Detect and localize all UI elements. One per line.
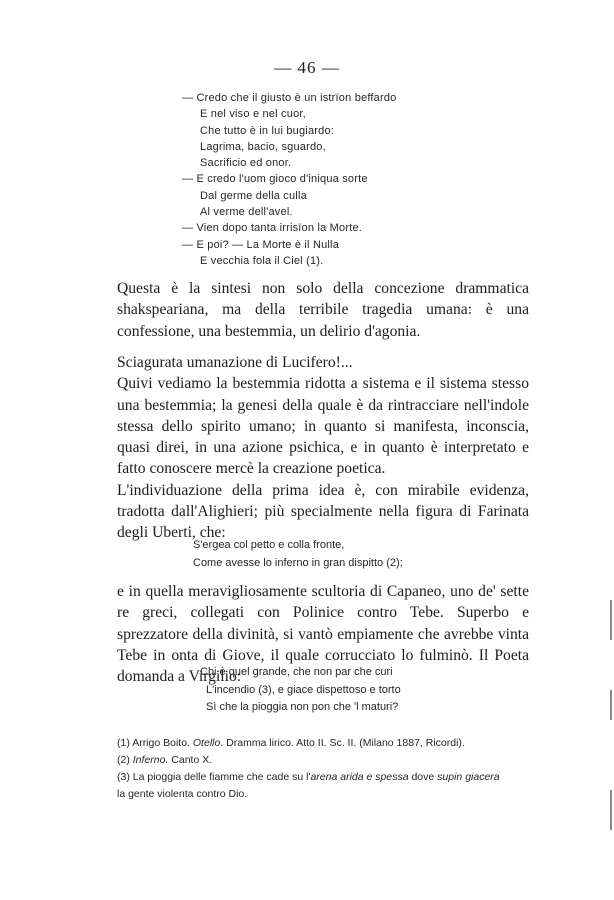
paragraph-sintesi: Questa è la sintesi non solo della concezione drammatica shakspeariana, ma della terribile tragedia umana: è una confessione, una bestemmia, un delirio d'agonia. [117, 280, 529, 340]
scan-edge-mark [610, 600, 612, 640]
body-paragraph-group [117, 352, 529, 544]
poem-line: Lagrima, bacio, sguardo, [200, 140, 326, 153]
paragraph-bestemmia: Quivi vediamo la bestemmia ridotta a sistema e il sistema stesso una bestemmia; la genesi della quale è da rintracciare nell'indole stessa dello spirito umano; in quanto si manifesta, inconscia, quasi direi, in una azione psichica, e in quanto è interpretato e fatto conoscere mercè la creazione poetica. [117, 375, 529, 478]
poem-line: E nel viso e nel cuor, [200, 108, 306, 121]
poem-line: Dal germe della culla [200, 189, 307, 202]
footnote-text: Canto X. [171, 754, 213, 766]
body-paragraph [117, 278, 529, 342]
poem-line: — E poi? — La Morte è il Nulla [182, 238, 340, 251]
farinata-quote [193, 537, 403, 572]
paragraph-lucifero: Sciagurata umanazione di Lucifero!... [117, 354, 353, 371]
footnote-2 [117, 752, 537, 769]
quote-line: Come avesse lo inferno in gran dispitto (2); [193, 556, 403, 569]
footnote-marker: (1) [117, 737, 130, 749]
footnote-3 [117, 769, 537, 786]
footnote-title: Inferno. [132, 754, 169, 766]
scan-edge-mark [610, 790, 612, 830]
capaneo-quote [200, 664, 401, 717]
footnote-author: Arrigo Boito. [132, 737, 190, 749]
quote-line: Chi è quel grande, che non par che curi [200, 666, 393, 678]
paragraph-capaneo: e in quella meravigliosamente scultoria di Capaneo, uno de' sette re greci, collegati con Polinice contro Tebe. Superbo e sprezzatore della divinità, si vantò empiamente che avrebbe vinta Tebe in onta di Giove, il quale corrucciato lo fulminò. Il Poeta domanda a Virgilio: [117, 583, 529, 686]
poem-line: — Vien dopo tanta irrisïon la Morte. [182, 222, 363, 235]
quote-line: L'incendio (3), e giace dispettoso e torto [206, 683, 401, 696]
poem-line: — Credo che il giusto è un istrïon beffardo [182, 92, 397, 104]
poem-line: Al verme dell'avel. [200, 206, 293, 219]
poem-line: Che tutto è in lui bugiardo: [200, 124, 335, 137]
poem-line: Sacrificio ed onor. [200, 157, 292, 170]
footnotes [117, 735, 537, 803]
footnote-marker: (2) [117, 754, 130, 766]
footnote-3-continued [117, 786, 537, 803]
footnote-1 [117, 735, 537, 752]
footnote-italic: arena arida e spessa [310, 771, 409, 783]
poem-quote [182, 90, 396, 269]
footnote-title: Otello. [192, 737, 224, 749]
footnote-text: Dramma lirico. Atto II. Sc. II. (Milano 1887, Ricordi). [226, 737, 465, 749]
poem-line: E vecchia fola il Ciel (1). [200, 254, 324, 267]
footnote-text: dove [411, 771, 435, 783]
poem-line: — E credo l'uom gioco d'iniqua sorte [182, 173, 368, 186]
footnote-marker: (3) [117, 771, 130, 783]
paragraph-individuazione: L'individuazione della prima idea è, con mirabile evidenza, tradotta dall'Alighieri; più specialmente nella figura di Farinata degli Uberti, che: [117, 481, 529, 542]
page-number: — 46 — [274, 58, 340, 77]
footnote-text: La pioggia delle fiamme che cade su l' [132, 771, 311, 783]
footnote-italic: supin giacera [437, 771, 500, 783]
footnote-text: la gente violenta contro Dio. [117, 788, 248, 800]
quote-line: S'ergea col petto e colla fronte, [193, 539, 345, 551]
scan-edge-mark [610, 690, 612, 720]
quote-line: Sì che la pioggia non pon che 'l maturi? [206, 701, 399, 713]
